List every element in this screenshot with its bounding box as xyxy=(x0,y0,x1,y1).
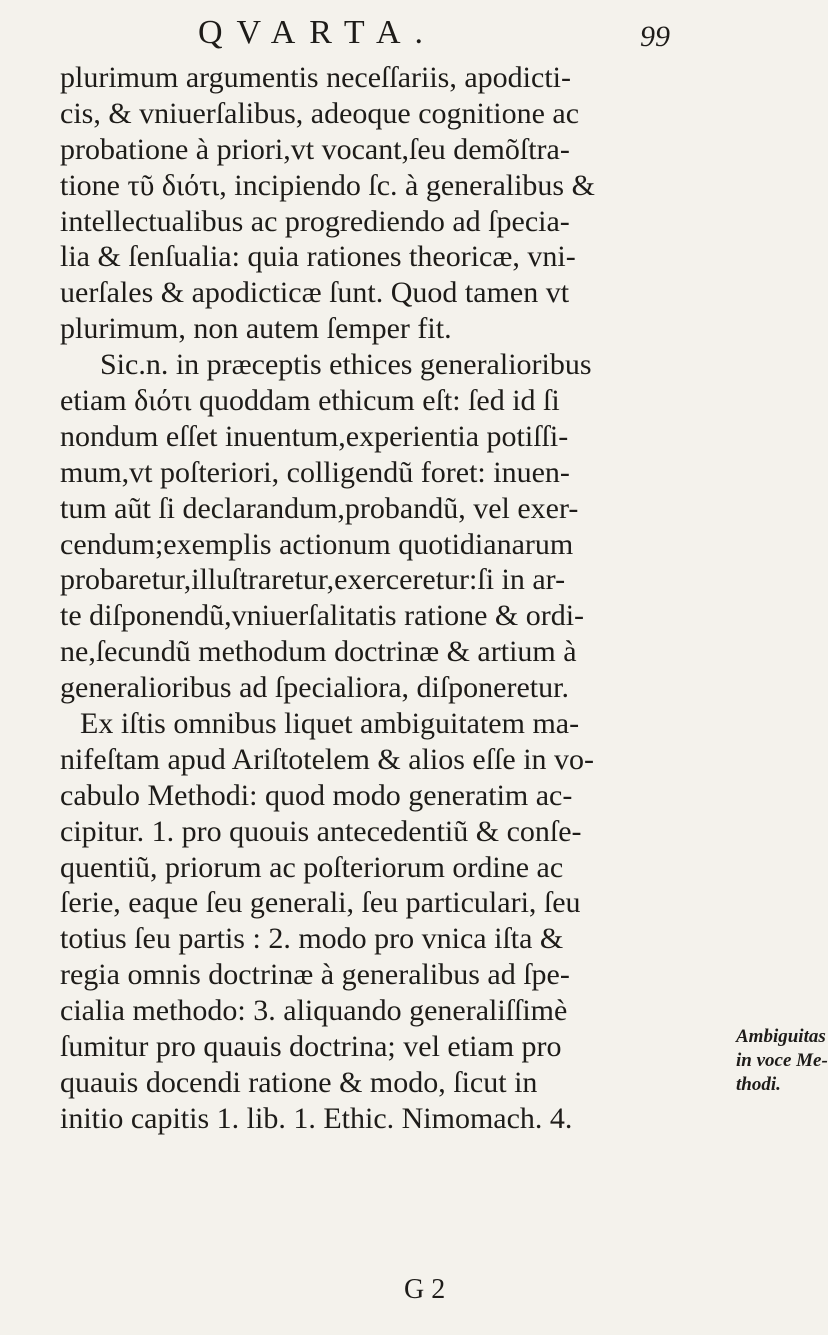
text-line: generalioribus ad ſpecialiora, diſponeretur. xyxy=(60,671,569,705)
text-line: cendum;exemplis actionum quotidianarum xyxy=(60,527,574,561)
text-line: intellectualibus ac progrediendo ad ſpecia- xyxy=(60,204,570,238)
running-head: QVARTA. xyxy=(198,14,438,51)
text-line: cis, & vniuerſalibus, adeoque cognitione ac xyxy=(60,96,580,130)
signature-mark: G 2 xyxy=(404,1274,446,1305)
text-line: nondum eſſet inuentum,experientia potiſſi- xyxy=(60,419,569,453)
text-line: Sic.n. in præceptis ethices generalioribus xyxy=(100,348,592,382)
page-header xyxy=(190,4,670,64)
text-line: te diſponendũ,vniuerſalitatis ratione & ordi- xyxy=(60,599,585,633)
text-line: totius ſeu partis : 2. modo pro vnica iſta & xyxy=(60,922,564,956)
text-line: cabulo Methodi: quod modo generatim ac- xyxy=(60,778,573,812)
text-line: lia & ſenſualia: quia rationes theoricæ, vni- xyxy=(60,240,576,274)
text-line: probaretur,illuſtraretur,exerceretur:ſi in ar- xyxy=(60,563,566,597)
text-line: ne,ſecundũ methodum doctrinæ & artium à xyxy=(60,635,577,669)
text-line: quauis docendi ratione & modo, ſicut in xyxy=(60,1065,538,1099)
text-line: uerſales & apodicticæ ſunt. Quod tamen vt xyxy=(60,276,570,310)
text-line: regia omnis doctrinæ à generalibus ad ſpe- xyxy=(60,958,570,992)
text-line: nifeſtam apud Ariſtotelem & alios eſſe in vo- xyxy=(60,742,595,776)
margin-note-line: in voce Me- xyxy=(736,1050,828,1071)
text-line: cipitur. 1. pro quouis antecedentiũ & conſe- xyxy=(60,814,582,848)
text-line: mum,vt poſteriori, colligendũ foret: inuen- xyxy=(60,455,570,489)
text-line: etiam διότι quoddam ethicum eſt: ſed id ſi xyxy=(60,384,560,418)
text-line: plurimum argumentis neceſſariis, apodicti- xyxy=(60,61,571,94)
text-line: cialia methodo: 3. aliquando generaliſſimè xyxy=(60,994,568,1028)
page-number: 99 xyxy=(640,20,670,53)
margin-note xyxy=(736,1025,828,1097)
text-line: ſerie, eaque ſeu generali, ſeu particulari, ſeu xyxy=(60,886,581,920)
text-line: quentiũ, priorum ac poſteriorum ordine ac xyxy=(60,850,564,884)
text-line: Ex iſtis omnibus liquet ambiguitatem ma- xyxy=(80,707,580,741)
text-line: initio capitis 1. lib. 1. Ethic. Nimomach. 4. xyxy=(60,1101,573,1135)
text-line: tum aũt ſi declarandum,probandũ, vel exer- xyxy=(60,491,579,525)
text-line: plurimum, non autem ſemper fit. xyxy=(60,312,452,346)
text-line: ſumitur pro quauis doctrina; vel etiam pro xyxy=(60,1030,562,1064)
text-line: probatione à priori,vt vocant,ſeu demõſtra- xyxy=(60,132,570,166)
margin-note-line: Ambiguitas xyxy=(736,1026,826,1047)
margin-note-line: thodi. xyxy=(736,1074,781,1095)
body-text xyxy=(60,60,720,1137)
text-line: tione τῦ διότι, incipiendo ſc. à generalibus & xyxy=(60,168,595,202)
